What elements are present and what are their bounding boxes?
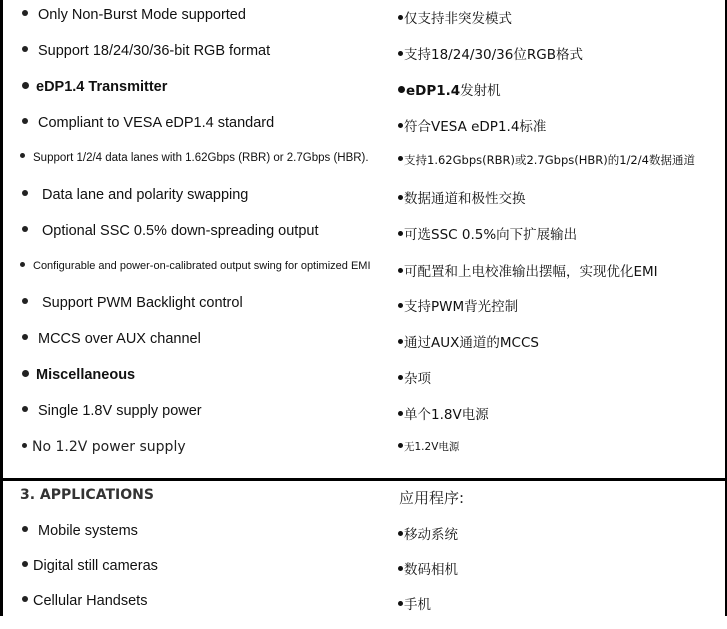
bullet-icon [22, 10, 28, 16]
feature-cn [398, 152, 695, 168]
bullet-icon [398, 15, 403, 20]
feature-en [22, 439, 186, 455]
feature-en-text: MCCS over AUX channel [38, 331, 201, 347]
bullet-icon [398, 195, 403, 200]
applications-heading-row [0, 487, 725, 523]
feature-en [22, 7, 246, 23]
feature-en [22, 403, 202, 419]
feature-cn [398, 295, 518, 315]
application-cn [398, 593, 431, 613]
bullet-icon [398, 123, 403, 128]
feature-en-text: Only Non-Burst Mode supported [38, 7, 246, 23]
feature-heading-cn-text: 发射机 [460, 83, 501, 99]
bullet-icon [22, 46, 28, 52]
feature-row [0, 223, 725, 259]
feature-row [0, 331, 725, 367]
feature-row [0, 260, 725, 296]
feature-heading-text: Miscellaneous [36, 367, 136, 383]
feature-heading-en [22, 367, 135, 383]
feature-en-text: Data lane and polarity swapping [42, 187, 249, 203]
bullet-icon [22, 82, 29, 89]
section-divider [0, 478, 725, 481]
feature-cn-text: 通过AUX通道的MCCS [404, 335, 539, 351]
bullet-icon [22, 526, 28, 532]
bullet-icon [22, 443, 27, 448]
feature-cn [398, 187, 526, 207]
feature-en [20, 152, 369, 164]
application-en [22, 523, 138, 539]
feature-cn [398, 7, 512, 27]
application-cn [398, 523, 458, 543]
feature-cn [398, 439, 459, 454]
bullet-icon [22, 561, 28, 567]
feature-cn [398, 115, 546, 135]
applications-heading-cn: 应用程序: [399, 489, 465, 507]
feature-en [22, 43, 270, 59]
bullet-icon [398, 443, 403, 448]
application-cn-text: 数码相机 [404, 562, 458, 578]
application-row [0, 593, 725, 629]
feature-heading-cn [398, 79, 501, 99]
bullet-icon [398, 601, 403, 606]
feature-cn-text: 符合VESA eDP1.4标准 [404, 119, 547, 135]
feature-en [22, 115, 274, 131]
feature-en [22, 223, 318, 239]
bullet-icon [22, 406, 28, 412]
bullet-icon [398, 86, 405, 93]
feature-cn-text: 支持PWM背光控制 [404, 299, 519, 315]
feature-cn-text: 数据通道和极性交换 [404, 191, 526, 207]
feature-row [0, 43, 725, 79]
feature-cn-text: 仅支持非突发模式 [404, 11, 512, 27]
application-en-text: Digital still cameras [33, 558, 158, 574]
application-cn-text: 移动系统 [404, 527, 458, 543]
application-en-text: Cellular Handsets [33, 593, 148, 609]
feature-row [0, 295, 725, 331]
feature-heading-prefix: eDP1.4 [406, 83, 461, 99]
bullet-icon [398, 531, 403, 536]
bullet-icon [398, 231, 403, 236]
feature-cn [398, 43, 583, 63]
feature-en-text: Compliant to VESA eDP1.4 standard [38, 115, 275, 131]
bullet-icon [22, 596, 28, 602]
feature-cn-text: 支持1.62Gbps(RBR)或2.7Gbps(HBR)的1/2/4数据通道 [404, 153, 695, 167]
bullet-icon [398, 51, 403, 56]
feature-en [20, 260, 371, 272]
application-cn [398, 558, 458, 578]
feature-en-text: Single 1.8V supply power [38, 403, 202, 419]
bullet-icon [398, 375, 403, 380]
feature-cn-text: 无1.2V电源 [404, 441, 460, 453]
feature-heading-cn-text: 杂项 [404, 371, 431, 387]
bullet-icon [22, 226, 28, 232]
feature-row [0, 403, 725, 439]
feature-en-text: Configurable and power-on-calibrated output swing for optimized EMI [33, 260, 371, 272]
feature-cn-text: 可配置和上电校准输出摆幅，实现优化EMI [404, 264, 658, 280]
bullet-icon [20, 262, 25, 267]
feature-heading-row [0, 367, 725, 403]
feature-cn-text: 单个1.8V电源 [404, 407, 489, 423]
feature-cn-text: 可选SSC 0.5%向下扩展输出 [404, 227, 578, 243]
feature-row [0, 7, 725, 43]
application-row [0, 523, 725, 559]
feature-cn [398, 223, 577, 243]
feature-cn [398, 403, 489, 423]
application-cn-text: 手机 [404, 597, 431, 613]
feature-en-text: Support 18/24/30/36-bit RGB format [38, 43, 271, 59]
feature-cn-text: 支持18/24/30/36位RGB格式 [404, 47, 583, 63]
applications-heading: 3. APPLICATIONS [20, 487, 154, 503]
bullet-icon [20, 153, 25, 158]
feature-en-text: Support PWM Backlight control [42, 295, 243, 311]
bullet-icon [398, 339, 403, 344]
bullet-icon [22, 190, 28, 196]
application-row [0, 558, 725, 594]
bullet-icon [22, 334, 28, 340]
application-en [22, 558, 158, 574]
feature-en [22, 187, 248, 203]
feature-row [0, 187, 725, 223]
feature-cn [398, 331, 539, 351]
application-en [22, 593, 147, 609]
feature-cn [398, 260, 658, 280]
feature-en-text: No 1.2V power supply [32, 439, 186, 455]
feature-heading-text: eDP1.4 Transmitter [36, 79, 168, 95]
feature-en [22, 331, 201, 347]
feature-heading-cn [398, 367, 431, 387]
bullet-icon [398, 411, 403, 416]
feature-row [0, 152, 725, 188]
feature-en-text: Optional SSC 0.5% down-spreading output [42, 223, 319, 239]
bullet-icon [398, 566, 403, 571]
feature-row [0, 439, 725, 475]
feature-en [22, 295, 243, 311]
application-en-text: Mobile systems [38, 523, 138, 539]
bullet-icon [398, 268, 403, 273]
feature-heading-en [22, 79, 167, 95]
bullet-icon [398, 303, 403, 308]
feature-row [0, 115, 725, 151]
bullet-icon [22, 118, 28, 124]
feature-en-text: Support 1/2/4 data lanes with 1.62Gbps (RBR) or 2.7Gbps (HBR). [33, 152, 369, 164]
bullet-icon [22, 298, 28, 304]
bullet-icon [398, 156, 403, 161]
feature-heading-row [0, 79, 725, 115]
bullet-icon [22, 370, 29, 377]
